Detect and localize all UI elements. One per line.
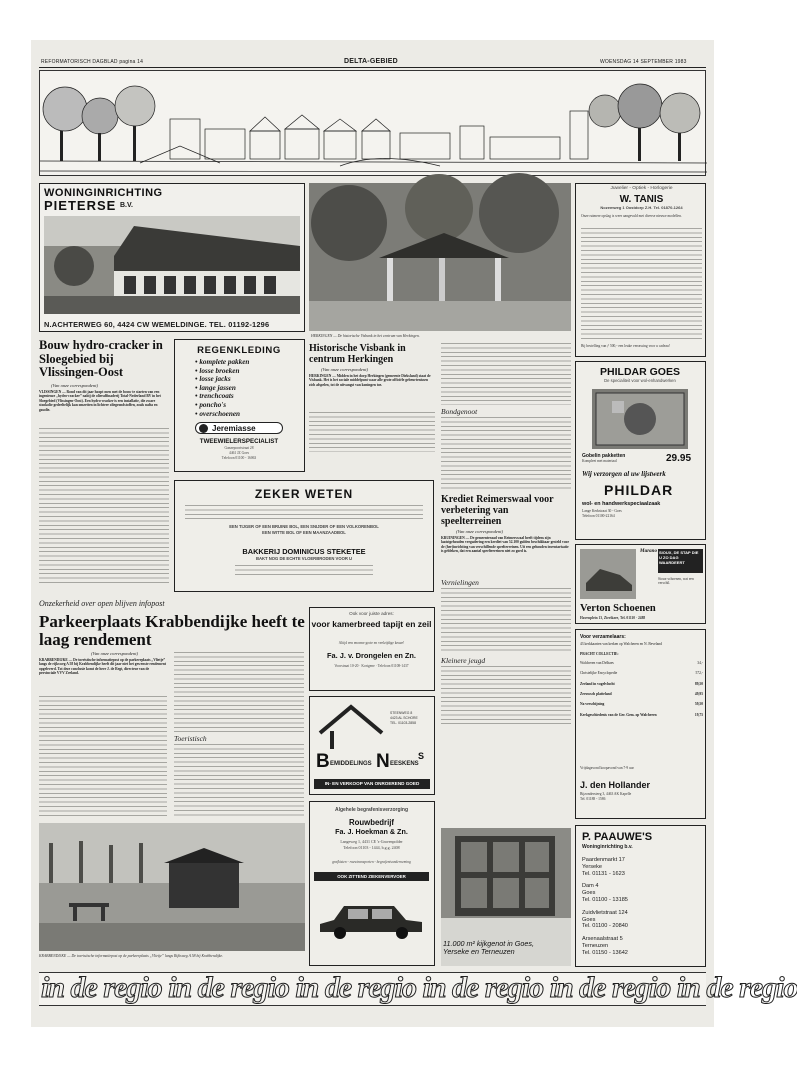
hollander-list bbox=[580, 642, 703, 717]
hollander-item-label: Na verschijning bbox=[580, 702, 605, 707]
article3-body2 bbox=[441, 666, 571, 724]
ad-hoekman bbox=[309, 801, 435, 966]
pieterse-building-photo bbox=[44, 216, 300, 314]
hoekman-bar: OOK ZITTEND ZIEKENVERVOER bbox=[314, 872, 429, 881]
hollander-item bbox=[580, 702, 703, 706]
article2-byline: (Van onze correspondent) bbox=[321, 367, 369, 372]
banner-illustration bbox=[39, 70, 706, 176]
goes-ad-line2: Yerseke en Terneuzen bbox=[443, 947, 515, 957]
neeskens-word1: EMIDDELINGS bbox=[330, 761, 372, 767]
paauwe-name: P. PAAUWE'S bbox=[582, 831, 653, 843]
regenkleding-item: • komplete pakken bbox=[195, 358, 303, 367]
regenkleding-item: • losse broeken bbox=[195, 367, 303, 376]
zeker-line1: EEN TIJGER OF EEN BRUINE BOL, EEN SNIJDER OF EEN VOLKORENBOL bbox=[229, 524, 379, 529]
hollander-item-price: 89,50 bbox=[694, 681, 703, 686]
neeskens-word2: EESKENS bbox=[390, 761, 419, 767]
hollander-item-label: Walcheren van Delhaes bbox=[580, 660, 614, 665]
ad-drongelen bbox=[309, 607, 435, 691]
hoekman-address: Langeweg 1, 4431 CE 's-Gravenpolder bbox=[340, 839, 403, 844]
paauwe-store bbox=[582, 883, 703, 903]
ad-regenkleding bbox=[174, 339, 305, 472]
pieterse-title2-suffix: B.V. bbox=[120, 202, 133, 209]
hoekman-phone: Telefoon 01103 - 1444, b.g.g. 2408 bbox=[343, 845, 400, 850]
zeker-contact-text bbox=[235, 565, 373, 575]
paauwe-store bbox=[582, 936, 703, 956]
phildar-product-sub: Kompleet met materiaal bbox=[582, 459, 617, 463]
drongelen-address: Voorstraat 10-20 · Kortgene · Telefoon 01108-1437 bbox=[334, 664, 409, 668]
hollander-note: Vrijdagavond koopavond van 7-9 uur bbox=[580, 766, 634, 770]
neeskens-phone: TEL. 01103-2858 bbox=[390, 721, 416, 725]
ad-phildar bbox=[575, 361, 706, 540]
header-center: DELTA-GEBIED bbox=[344, 58, 398, 65]
phildar-phone: Telefoon 01100-22164 bbox=[582, 514, 615, 518]
neeskens-bar: IN- EN VERKOOP VAN ONROEREND GOED bbox=[314, 779, 430, 789]
neeskens-b: B bbox=[316, 751, 330, 772]
hollander-item-price: 19,75 bbox=[694, 712, 703, 717]
phildar-addr: Lange Kerkstraat 30 - Goes bbox=[582, 509, 622, 513]
verton-shoe-photo bbox=[580, 549, 636, 599]
regenkleding-title: REGENKLEDING bbox=[197, 345, 281, 356]
drongelen-title: voor kamerbreed tapijt en zeil bbox=[311, 619, 432, 629]
hollander-item-price: 34,- bbox=[697, 660, 703, 665]
infopost-subhead: Toeristisch bbox=[174, 734, 207, 743]
article2-lead: HERKINGEN — Midden in het dorp Herkingen (gemeente Dirksland) staat de Visbank. Het is het sociale middelpunt waar alle grote officiële gebeurtenissen zich afspelen, tot de uitvangst van koningen toe. bbox=[309, 374, 431, 387]
infopost-photo bbox=[39, 823, 305, 951]
drongelen-top: Ook voor juiste adres: bbox=[349, 611, 394, 616]
pieterse-address: N.ACHTERWEG 60, 4424 CW WEMELDINGE. TEL. 01192-1296 bbox=[44, 320, 270, 329]
hearse-car-icon bbox=[316, 890, 427, 942]
article1-lead: VLISSINGEN — Rond van dit jaar hoopt men met de bouw te starten van een ingenieuze „hydro-cracker” nabij de olieraffinaderij Total-Nederland BV in het Sloegebied (Vlissingen-Oost). Een hydro-cracker is een installatie, die zware stookolie gedeeltelijk kan omzetten in lichtere oliegrondstoffen, zoals nafta en gasolie. bbox=[39, 390, 161, 412]
paauwe-sub: Woninginrichting b.v. bbox=[582, 844, 633, 850]
regenkleding-item: • trenchcoats bbox=[195, 392, 303, 401]
building-icon bbox=[44, 216, 300, 314]
pieterse-title1: WONINGINRICHTING bbox=[44, 187, 163, 199]
regenkleding-phone: Telefoon 01100 - 16063 bbox=[221, 456, 257, 460]
regenkleding-item: • losse jacks bbox=[195, 375, 303, 384]
store-city: Goes bbox=[582, 890, 596, 897]
article2-body-col2 bbox=[441, 343, 571, 405]
infopost-title: Parkeerplaats Krabbendijke heeft te laag rendement bbox=[39, 612, 305, 649]
store-phone: Tel. 01100 - 13185 bbox=[582, 896, 628, 903]
gobelin-icon bbox=[592, 389, 688, 449]
hollander-addr: Bijzondersteeg 3, 4463 AK Kapelle bbox=[580, 792, 632, 796]
regio-banner-text: in de regio in de regio in de regio in de regio in de regio in de regio bbox=[41, 971, 797, 1004]
visbank-photo bbox=[309, 183, 571, 331]
regenkleding-item: • poncho's bbox=[195, 401, 303, 410]
article3-sub1: Vernielingen bbox=[441, 578, 479, 587]
store-city: Goes bbox=[582, 916, 596, 923]
hollander-item-label: PRACHT COLLECTIE: bbox=[580, 652, 619, 657]
house-roof-icon bbox=[316, 703, 386, 751]
hollander-item bbox=[580, 682, 703, 686]
article3-byline: (Van onze correspondent) bbox=[456, 529, 504, 534]
jeremiasse-logo bbox=[195, 422, 283, 434]
ad-hollander bbox=[575, 629, 706, 819]
store-street: Zuidvlietstraat 124 bbox=[582, 909, 628, 916]
article3-sub2: Kleinere jeugd bbox=[441, 656, 486, 665]
parking-kiosk-icon bbox=[39, 823, 305, 951]
phildar-title: PHILDAR GOES bbox=[600, 366, 680, 378]
store-street: Dam 4 bbox=[582, 883, 599, 890]
article2-body-col2b bbox=[441, 417, 571, 489]
zeker-line2: EEN WITTE BOL OF EEN MAANZAADBOL bbox=[262, 530, 346, 535]
neeskens-street: STEENWEG 8 bbox=[390, 711, 413, 715]
phildar-sub: De specialiteit voor wol-enhandwerken bbox=[604, 378, 676, 383]
ad-neeskens bbox=[309, 696, 435, 795]
store-street: Arsenaalstraat 5 bbox=[582, 936, 623, 943]
paauwe-stores bbox=[582, 857, 703, 957]
store-phone: Tel. 01150 - 13642 bbox=[582, 949, 628, 956]
phildar-price: 29.95 bbox=[666, 453, 692, 464]
hoekman-top: Algehele begrafenisverzorging bbox=[334, 807, 409, 813]
drongelen-name: Fa. J. v. Drongelen en Zn. bbox=[327, 651, 416, 660]
store-street: Paardenmarkt 17 bbox=[582, 857, 625, 863]
visbank-caption: HERKINGEN — De historische Visbank in het centrum van Herkingen. bbox=[311, 334, 420, 338]
hollander-item-label: 43 kerkkaarten van kerken op Walcheren en N. Beveland bbox=[580, 642, 662, 646]
article2-subhead: Bondgenoot bbox=[441, 407, 478, 416]
phildar-tag: Wij verzorgen al uw lijstwerk bbox=[582, 470, 666, 478]
regenkleding-street: Ganzepoortstraat 28 bbox=[224, 446, 254, 450]
hollander-item-price: 59,50 bbox=[694, 702, 703, 707]
neeskens-n: N bbox=[376, 751, 390, 772]
pieterse-title2: PIETERSE bbox=[44, 198, 117, 213]
ad-pieterse bbox=[39, 183, 305, 332]
shoe-icon bbox=[580, 549, 636, 599]
paauwe-store bbox=[582, 857, 703, 877]
neeskens-city: 4423 AL SCHORE bbox=[390, 716, 418, 720]
hollander-item-label: Kerkgeschiedenis van de Ger. Gem. op Walcheren bbox=[580, 712, 657, 717]
phildar-logo: PHILDAR bbox=[604, 482, 674, 498]
ad-verton bbox=[575, 544, 706, 624]
phildar-gobelin-photo bbox=[592, 389, 688, 449]
header-right: WOENSDAG 14 SEPTEMBER 1983 bbox=[600, 59, 687, 65]
hollander-item bbox=[580, 692, 703, 696]
article1-body-text bbox=[39, 428, 169, 584]
neeskens-s: S bbox=[418, 751, 425, 761]
hoekman-name2: Fa. J. Hoekman & Zn. bbox=[335, 827, 408, 836]
article1-byline: (Van onze correspondent) bbox=[51, 383, 99, 388]
ad-zeker-weten bbox=[174, 480, 434, 592]
zeker-bakkerij: BAKKERIJ DOMINICUS STEKETEE bbox=[242, 547, 366, 556]
store-city: Yerseke bbox=[582, 863, 603, 870]
wheel-icon bbox=[199, 424, 208, 433]
hollander-item-label: Zeeland in vogelvlucht bbox=[580, 681, 615, 686]
article1-title: Bouw hydro-cracker in Sloegebied bij Vlissingen-Oost bbox=[39, 338, 163, 379]
hollander-top: Voor verzamelaars: bbox=[580, 634, 626, 640]
header-left: REFORMATORISCH DAGBLAD pagina 14 bbox=[41, 59, 144, 65]
tanis-address: Nozemweg 1 Oostdorp Z.H. Tel. 01870-1264 bbox=[600, 205, 683, 210]
regenkleding-specialist: TWEEWIELERSPECIALIST bbox=[199, 438, 279, 445]
regenkleding-list bbox=[195, 358, 303, 418]
hollander-name: J. den Hollander bbox=[580, 780, 651, 790]
infopost-lead: KRABBENDIJKE — De toeristische informatiepost op de parkeerplaats „Vlietje” langs de rijksweg A 58 bij Krabbendijke heeft dit jaar niet het gewenste rendement opgeleverd. Tot deze conclusie komt de heer J. de Regt, directeur van de provinciale VVV Zeeland. bbox=[39, 658, 166, 676]
store-city: Terneuzen bbox=[582, 942, 609, 949]
hollander-item bbox=[580, 713, 703, 717]
article3-lead: KRUININGEN — De gemeenteraad van Reimerswaal heeft tijdens zijn laatstgehouden vergadering een krediet van 52.100 gulden beschikbaar gesteld voor de (her)inrichting van verschillende speelterreinen. Uit een gehouden inventarisatie is gebleken, dat een aantal speelterreinen niet zo goed is. bbox=[441, 536, 569, 554]
visbank-pavilion-icon bbox=[309, 183, 571, 331]
hollander-item bbox=[580, 642, 703, 646]
hoekman-mid: grafkisten - rouwtransporten - begrafenisonderneming bbox=[332, 860, 411, 864]
phildar-product: Gobelin pakketten bbox=[582, 453, 626, 459]
store-phone: Tel. 01100 - 20840 bbox=[582, 923, 628, 930]
ad-tanis bbox=[575, 183, 706, 357]
townscape-sketch-icon bbox=[40, 71, 707, 177]
verton-name: Verton Schoenen bbox=[580, 603, 656, 614]
tanis-top: Juwelier - Optiek - Horlogerie bbox=[610, 186, 673, 191]
goes-ad-text bbox=[443, 940, 571, 957]
phildar-shop: wol- en handwerkspeciaalzaak bbox=[582, 501, 661, 507]
jeremiasse-brand: Jeremiasse bbox=[212, 424, 256, 433]
infopost-kicker: Onzekerheid over open blijven infopost bbox=[39, 599, 165, 608]
hollander-phone: Tel. 01188 - 1586 bbox=[580, 797, 606, 801]
hollander-item bbox=[580, 661, 703, 665]
regenkleding-item: • overschoenen bbox=[195, 410, 303, 419]
infopost-body-col2b bbox=[174, 744, 304, 816]
store-phone: Tel. 01131 - 1623 bbox=[582, 870, 625, 877]
infopost-body-col1 bbox=[39, 696, 167, 816]
zeker-title: ZEKER WETEN bbox=[254, 487, 354, 501]
regenkleding-item: • lange jassen bbox=[195, 384, 303, 393]
infopost-body-col2 bbox=[174, 652, 304, 732]
hollander-item-label: Zeeuwsch platteland bbox=[580, 692, 612, 697]
verton-addr: Havenplein 13, Zierikzee, Tel. 01110 - 2488 bbox=[580, 616, 646, 620]
infopost-photo-caption: KRABBENDIJKE — De toeristische informatiepost op de parkeerplaats „Vlietje” langs Rijksweg A 58 bij Krabbendijke. bbox=[39, 954, 224, 958]
regenkleding-city: 4461 JZ Goes bbox=[229, 451, 249, 455]
tanis-blurb: Onze ruimere opslag is weer aangevuld met diverse nieuwe modellen. bbox=[581, 214, 682, 218]
goes-ad-line1: 11.000 m² kijkgenot in Goes, bbox=[443, 939, 534, 948]
tanis-name: W. TANIS bbox=[619, 194, 664, 205]
footer-regio-banner bbox=[39, 971, 797, 1006]
article3-title: Krediet Reimerswaal voor verbetering van speelterreinen bbox=[441, 494, 554, 527]
ad-paauwe bbox=[575, 825, 706, 967]
hollander-item-price: 572,- bbox=[695, 671, 703, 676]
infopost-byline: (Van onze correspondent) bbox=[91, 651, 139, 656]
article3-body1 bbox=[441, 588, 571, 654]
verton-sign2: Sioux-schoenen, wat een verschil. bbox=[658, 577, 694, 586]
header-rule bbox=[39, 67, 706, 68]
zeker-slogan: BAKT NOG DE ECHTE VLOERBRODEN VOOR U bbox=[255, 556, 353, 561]
verton-brand: Murano bbox=[640, 549, 657, 554]
hoekman-name1: Rouwbedrijf bbox=[348, 818, 395, 827]
newspaper-page bbox=[31, 40, 797, 1027]
article2-body-col1 bbox=[309, 412, 435, 452]
hollander-item-label: Christelijke Encyclopedie bbox=[580, 671, 618, 676]
tanis-body-text bbox=[581, 228, 702, 342]
drongelen-sub: Altijd een enorme grote en veelzijdige keuze! bbox=[338, 641, 405, 645]
tanis-footer: Bij bestelling van ƒ 500,- een leuke verrassing voor u cadeau! bbox=[581, 344, 670, 348]
verton-sign1: SIOUX, DE STAP DIE U ZO DAG WAARDEERT bbox=[658, 549, 703, 573]
hollander-item-price: 49,95 bbox=[694, 692, 703, 697]
zeker-intro-text bbox=[185, 505, 423, 519]
paauwe-store bbox=[582, 910, 703, 930]
hollander-item bbox=[580, 652, 703, 656]
hollander-item bbox=[580, 671, 703, 675]
article2-title: Historische Visbank in centrum Herkingen bbox=[309, 343, 406, 365]
